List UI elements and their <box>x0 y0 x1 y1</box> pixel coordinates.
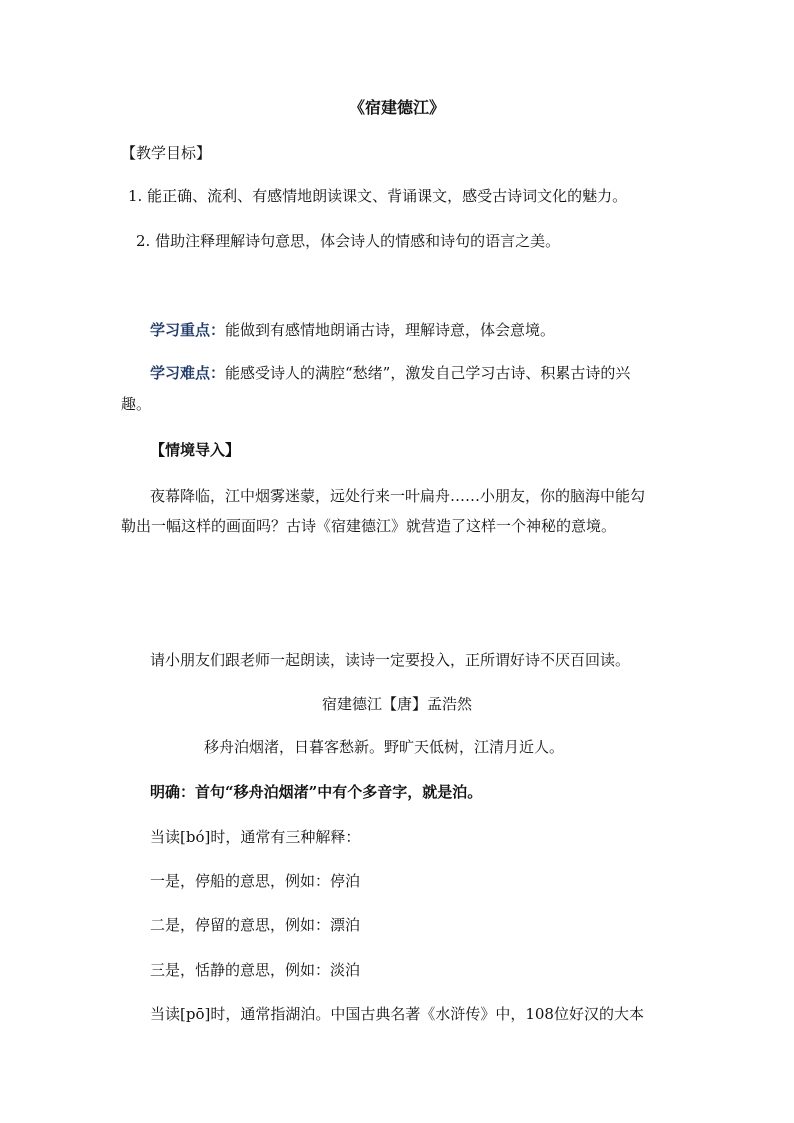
reading-prompt: 请小朋友们跟老师一起朗读，读诗一定要投入，正所谓好诗不厌百回读。 <box>150 651 631 669</box>
intro-paragraph-line-2: 勒出一幅这样的画面吗？古诗《宿建德江》就营造了这样一个神秘的意境。 <box>121 517 617 535</box>
difficulty-text: 能感受诗人的满腔“愁绪”，激发自己学习古诗、积累古诗的兴 <box>225 364 631 382</box>
bo-reading: 当读[bó]时，通常有三种解释： <box>150 828 361 846</box>
section-heading-intro: 【情境导入】 <box>150 441 241 459</box>
poem-heading: 宿建德江【唐】孟浩然 <box>321 695 472 713</box>
difficulty-line <box>150 363 630 383</box>
key-point-label: 学习重点： <box>150 321 226 339</box>
section-heading-goals: 【教学目标】 <box>121 144 212 162</box>
difficulty-label: 学习难点： <box>150 364 226 382</box>
meaning-item-2: 二是，停留的意思，例如：漂泊 <box>150 916 361 934</box>
goal-item-2: 2. 借助注释理解诗句意思，体会诗人的情感和诗句的语言之美。 <box>136 232 561 250</box>
key-point-text: 能做到有感情地朗诵古诗，理解诗意，体会意境。 <box>225 321 556 339</box>
difficulty-text-continued: 趣。 <box>121 395 152 413</box>
key-point-line <box>150 320 555 340</box>
po-reading: 当读[pō]时，通常指湖泊。中国古典名著《水浒传》中，108位好汉的大本 <box>150 1005 644 1023</box>
goal-item-1: 1. 能正确、流利、有感情地朗读课文、背诵课文，感受古诗词文化的魅力。 <box>128 187 628 205</box>
meaning-item-1: 一是，停船的意思，例如：停泊 <box>150 872 361 890</box>
page-title: 《宿建德江》 <box>348 98 445 117</box>
clarification: 明确：首句“移舟泊烟渚”中有个多音字，就是泊。 <box>150 783 483 801</box>
meaning-item-3: 三是，恬静的意思，例如：淡泊 <box>150 961 361 979</box>
intro-paragraph-line-1: 夜幕降临，江中烟雾迷蒙，远处行来一叶扁舟……小朋友，你的脑海中能勾 <box>150 487 646 505</box>
poem-text: 移舟泊烟渚，日暮客愁新。野旷天低树，江清月近人。 <box>204 738 565 756</box>
